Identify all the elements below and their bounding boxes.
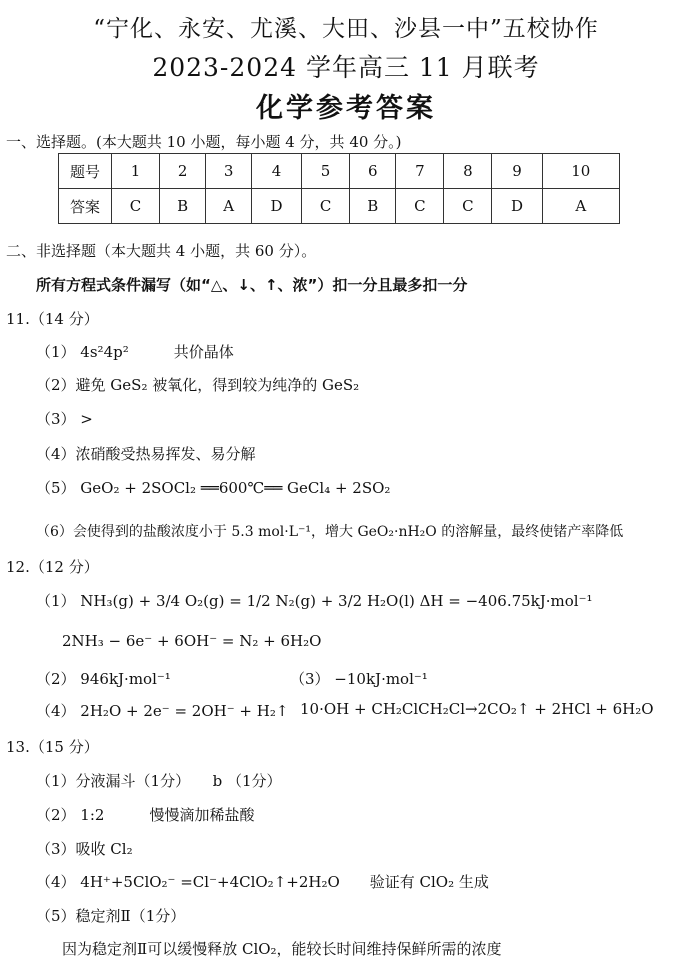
answer-cell: A xyxy=(206,189,252,224)
q11-heading: 11.（14 分） xyxy=(6,310,99,328)
q13-answer-5: （5）稳定剂Ⅱ（1分） xyxy=(36,907,186,925)
q11-answer-5: （5） GeO₂ + 2SOCl₂ ══600℃══ GeCl₄ + 2SO₂ xyxy=(36,479,391,497)
q11-answer-4: （4）浓硝酸受热易挥发、易分解 xyxy=(36,445,256,463)
answer-cell: C xyxy=(444,189,492,224)
answer-cell: C xyxy=(112,189,160,224)
section1-heading: 一、选择题。(本大题共 10 小题，每小题 4 分，共 40 分。) xyxy=(6,133,402,151)
q13-heading: 13.（15 分） xyxy=(6,738,99,756)
q11-answer-1: （1） 4s²4p² 共价晶体 xyxy=(36,343,234,361)
q12-heading: 12.（12 分） xyxy=(6,558,99,576)
answer-cell: C xyxy=(302,189,350,224)
answer-cell: A xyxy=(542,189,619,224)
question-number: 9 xyxy=(492,154,542,189)
q11-answer-6: （6）会使得到的盐酸浓度小于 5.3 mol·L⁻¹，增大 GeO₂·nH₂O 的溶解量，最终使锗产率降低 xyxy=(36,524,624,540)
row-label-numbers: 题号 xyxy=(59,154,112,189)
exam-subtitle: 2023-2024 学年高三 11 月联考 xyxy=(152,53,540,82)
question-number: 1 xyxy=(112,154,160,189)
question-number: 7 xyxy=(396,154,444,189)
exam-title: “宁化、永安、尤溪、大田、沙县一中”五校协作 xyxy=(93,16,599,42)
question-number: 4 xyxy=(251,154,301,189)
answer-cell: B xyxy=(350,189,396,224)
answer-cell: D xyxy=(251,189,301,224)
answer-cell: C xyxy=(396,189,444,224)
answer-cell: B xyxy=(160,189,206,224)
q12-answer-4b: 10·OH + CH₂ClCH₂Cl→2CO₂↑ + 2HCl + 6H₂O xyxy=(300,700,654,718)
q13-answer-1: （1）分液漏斗（1分） b （1分） xyxy=(36,772,282,790)
question-number: 10 xyxy=(542,154,619,189)
question-number: 8 xyxy=(444,154,492,189)
question-number: 3 xyxy=(206,154,252,189)
section2-heading: 二、非选择题（本大题共 4 小题，共 60 分）。 xyxy=(6,242,317,260)
q13-answer-4: （4） 4H⁺+5ClO₂⁻ =Cl⁻+4ClO₂↑+2H₂O 验证有 ClO₂ 生成 xyxy=(36,873,489,891)
q11-answer-2: （2）避免 GeS₂ 被氧化，得到较为纯净的 GeS₂ xyxy=(36,376,360,394)
row-label-answers: 答案 xyxy=(59,189,112,224)
answer-table xyxy=(58,153,620,224)
answer-cell: D xyxy=(492,189,542,224)
question-number: 6 xyxy=(350,154,396,189)
question-number: 2 xyxy=(160,154,206,189)
q12-answer-4: （4） 2H₂O + 2e⁻ = 2OH⁻ + H₂↑ xyxy=(36,702,289,720)
q13-answer-3: （3）吸收 Cl₂ xyxy=(36,840,133,858)
question-number: 5 xyxy=(302,154,350,189)
q12-answer-1: （1） NH₃(g) + 3/4 O₂(g) = 1/2 N₂(g) + 3/2 H₂O(l) ΔH = −406.75kJ·mol⁻¹ xyxy=(36,592,593,610)
q11-answer-3: （3） > xyxy=(36,410,93,428)
answer-key-title: 化学参考答案 xyxy=(256,93,436,124)
q12-answer-1b: 2NH₃ − 6e⁻ + 6OH⁻ = N₂ + 6H₂O xyxy=(62,632,322,650)
q13-answer-2: （2） 1:2 慢慢滴加稀盐酸 xyxy=(36,806,255,824)
q12-answer-2: （2） 946kJ·mol⁻¹ xyxy=(36,670,171,688)
scoring-note: 所有方程式条件漏写（如“△、↓、↑、浓”）扣一分且最多扣一分 xyxy=(36,276,468,294)
q12-answer-3: （3） −10kJ·mol⁻¹ xyxy=(290,670,428,688)
table-row xyxy=(59,189,620,224)
q13-answer-5b: 因为稳定剂Ⅱ可以缓慢释放 ClO₂，能较长时间维持保鲜所需的浓度 xyxy=(62,940,502,958)
table-row xyxy=(59,154,620,189)
